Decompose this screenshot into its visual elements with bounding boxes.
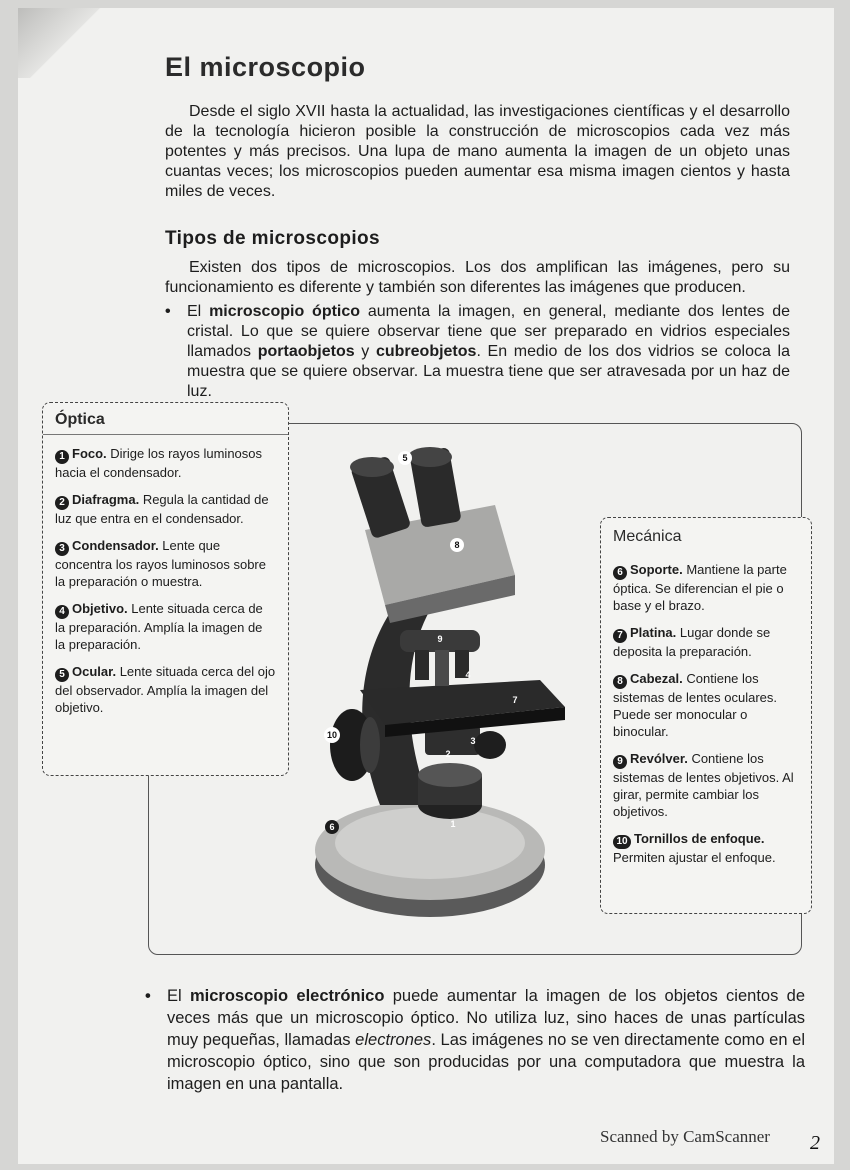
mecanica-item: 10 Tornillos de enfoque. Permiten ajustar el enfoque. (613, 831, 776, 865)
term-cubreobjetos: cubreobjetos (375, 343, 477, 360)
callout-1: 1 (450, 819, 456, 829)
optical-microscope-bullet: • El microscopio óptico aumenta la imagen, en general, mediante dos lentes de cristal. Lo que se quiere observar tiene que ser preparado en vidrios especiales llamados portaobjetos y cubreobjetos. En medio de los dos vidrios se coloca la muestra que se quiere observar. La muestra tiene que ser atravesada por un haz de luz. (165, 303, 791, 400)
optica-item: 5 Ocular. Lente situada cerca del ojo del observador. Amplía la imagen del objetivo. (55, 664, 276, 715)
electron-microscope-bullet: • El microscopio electrónico puede aumentar la imagen de los objetos cientos de veces más que un microscopio óptico. No utiliza luz, sino haces de unas partículas muy pequeñas, llamadas electrones. Las imágenes no se ven directamente como en el microscopio óptico, sino que son producidas por una computadora que muestra la imagen en una pantalla. (145, 987, 806, 1093)
page-number: 2 (810, 1132, 820, 1154)
bullet-marker: • (165, 303, 171, 320)
term-portaobjetos: portaobjetos (257, 343, 355, 360)
section-subtitle: Tipos de microscopios (165, 228, 380, 249)
optica-item: 2 Diafragma. Regula la cantidad de luz que entra en el condensador. (55, 492, 269, 526)
page-corner-fold (18, 8, 128, 78)
optica-title: Óptica (43, 403, 288, 435)
callout-2: 2 (445, 749, 451, 759)
mecanica-title: Mecánica (613, 528, 682, 545)
page-title: El microscopio (165, 52, 366, 82)
term-electron-microscope: microscopio electrónico (189, 987, 385, 1005)
callout-5: 5 (402, 453, 408, 463)
callout-3: 3 (470, 736, 476, 746)
term-optical-microscope: microscopio óptico (209, 303, 361, 320)
optica-item: 3 Condensador. Lente que concentra los rayos luminosos sobre la preparación o muestra. (55, 538, 266, 589)
callout-9: 9 (437, 634, 443, 644)
mecanica-box (600, 517, 812, 914)
scanner-watermark: Scanned by CamScanner (600, 1127, 770, 1146)
tipos-paragraph: Existen dos tipos de microscopios. Los dos amplifican las imágenes, pero su funcionamiento es diferente y también son diferentes las imágenes que producen. (165, 259, 790, 296)
callout-4: 4 (465, 670, 471, 680)
mecanica-item: 6 Soporte. Mantiene la parte óptica. Se diferencian el pie o base y el brazo. (613, 562, 787, 613)
mecanica-item: 8 Cabezal. Contiene los sistemas de lentes oculares. Puede ser monocular o binocular. (613, 671, 778, 739)
callout-7: 7 (512, 695, 518, 705)
microscope-illustration (290, 445, 590, 935)
callout-10: 10 (326, 730, 338, 740)
term-electrones: electrones (355, 1031, 432, 1049)
intro-paragraph: Desde el siglo XVII hasta la actualidad, las investigaciones científicas y el desarrollo de la tecnología hicieron posible la construcción de microscopios cada vez más potentes y más precisos. Una lupa de mano aumenta la imagen de un objeto unas cuantas veces; los microscopios pueden aumentar esa misma imagen cientos y hasta miles de veces. (165, 103, 790, 200)
callout-6: 6 (329, 822, 335, 832)
mecanica-item: 9 Revólver. Contiene los sistemas de lentes objetivos. Al girar, permite cambiar los objetivos. (613, 751, 794, 819)
optica-item: 4 Objetivo. Lente situada cerca de la preparación. Amplía la imagen de la preparación. (55, 601, 263, 652)
optica-box (42, 402, 289, 776)
optica-item: 1 Foco. Dirige los rayos luminosos hacia el condensador. (55, 446, 263, 480)
callout-8: 8 (454, 540, 460, 550)
bullet-marker: • (145, 987, 151, 1005)
mecanica-item: 7 Platina. Lugar donde se deposita la preparación. (613, 625, 771, 659)
